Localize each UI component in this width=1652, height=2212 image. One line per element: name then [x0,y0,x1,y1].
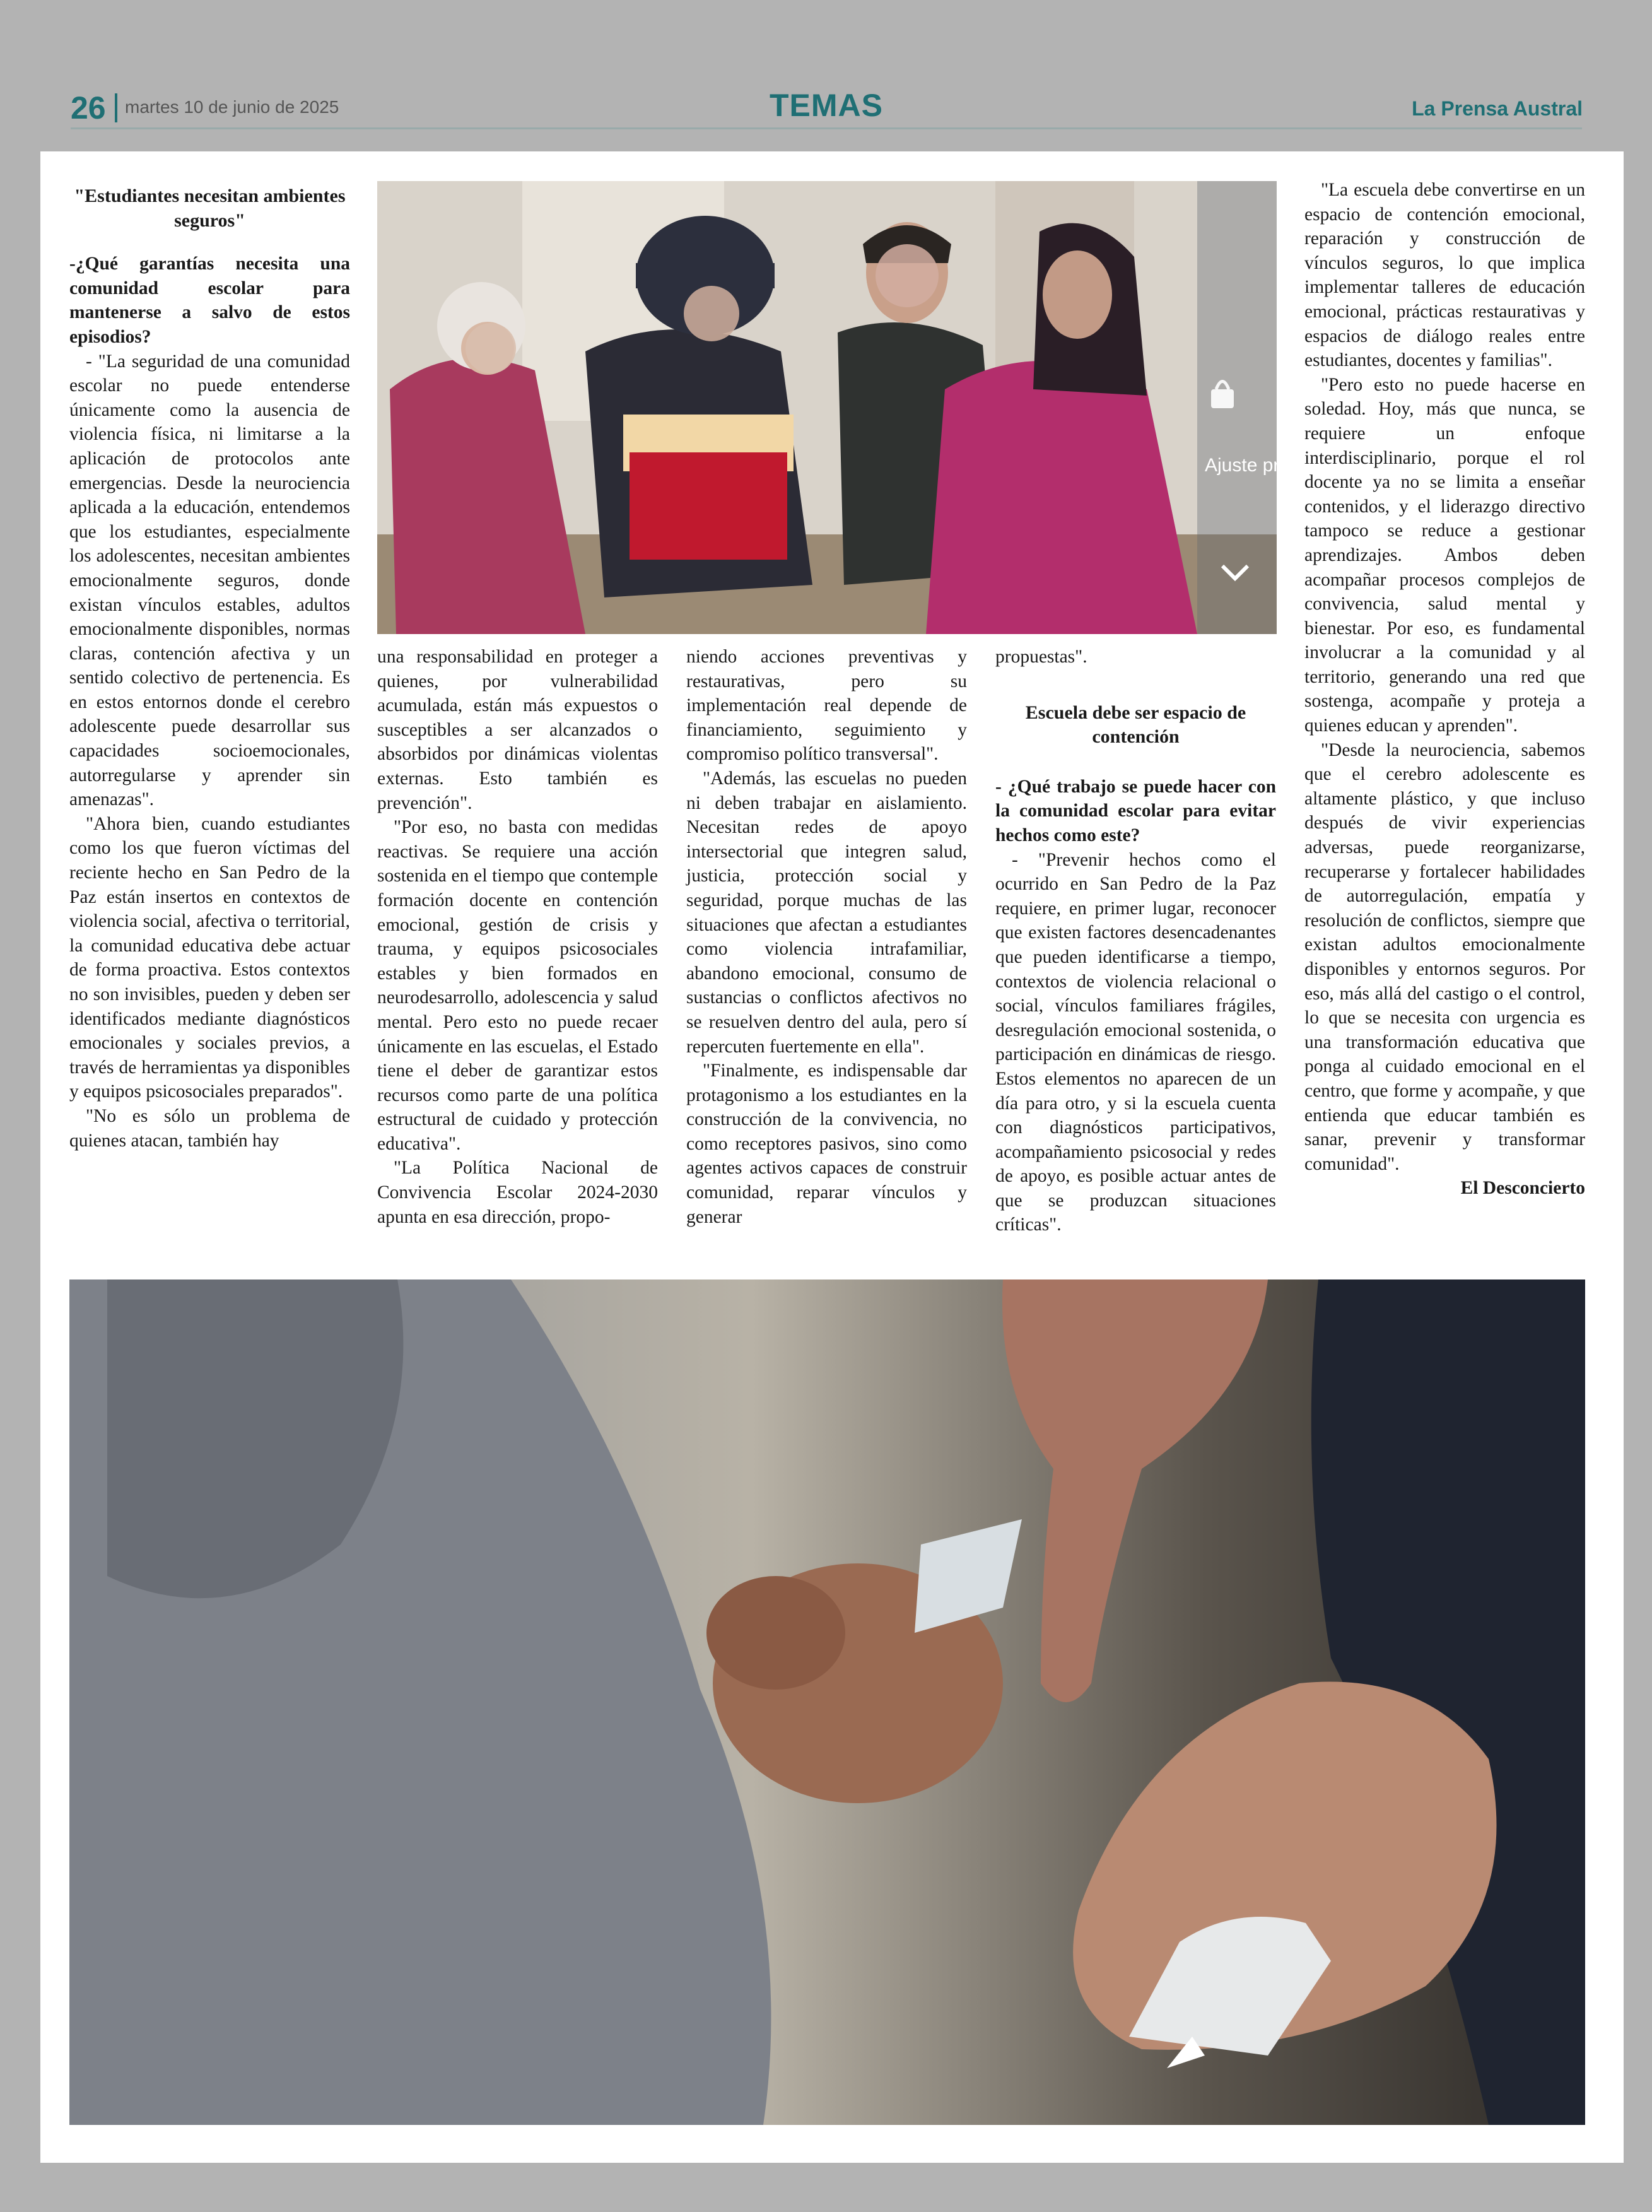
paragraph: "Por eso, no basta con medidas reactivas. Se requiere una acción sostenida en el tiempo que contemple formación docente en contención emocional, gestión de crisis y trauma, y equipos psicosociales estables y bien formados en neurodesarrollo, adolescencia y salud mental. Pero esto no puede recaer únicamente en las escuelas, el Estado tiene el deber de garantizar estos recursos como parte de una política estructural de cuidado y protección educativa". [377,817,658,1154]
interview-question-1: -¿Qué garantías necesita una comunidad escolar para mantenerse a salvo de estos episodios? [69,254,350,347]
column-1 [69,178,350,1263]
column-4 [995,645,1276,1263]
paragraph: "Ahora bien, cuando estudiantes como los que fueron víctimas del reciente hecho en San Pedro de la Paz están insertos en contextos de violencia social, afectiva o territorial, la comunidad educativa debe actuar de forma proactiva. Estos contextos no son invisibles, pueden y deben ser identificados mediante diagnósticos emocionales y sociales previos, a través de herramientas ya disponibles y equipos psicosociales preparados". [69,813,350,1102]
page-number: 26 [71,90,106,126]
subheading: Escuela debe ser espacio de contención [1025,702,1246,748]
paragraph: propuestas". [995,647,1087,667]
newspaper-name: La Prensa Austral [1412,97,1583,120]
column-2 [377,645,658,1263]
paragraph: - "La seguridad de una comunidad escolar no puede entenderse únicamente como la ausencia de violencia física, ni limitarse a la aplicación de protocolos ante emergencias. Desde la neurociencia aplicada a la educación, entendemos que los estudiantes, especialmente los adolescentes, necesitan ambientes emocionalmente seguros, donde existan vínculos estables, adultos emocionalmente disponibles, normas claras, contención afectiva y un sentido colectivo de pertenencia. Es en estos entornos donde el cerebro adolescente puede desarrollar sus capacidades socioemocionales, autorregularse y aprender sin amenazas". [69,351,350,810]
school-fight-illustration [377,181,1318,634]
paragraph: "No es sólo un problema de quienes atacan, también hay [69,1105,350,1151]
column-5 [1304,178,1585,1263]
paragraph: "Finalmente, es indispensable dar protagonismo a los estudiantes en la construcción de la convivencia, no como receptores pasivos, sino como agentes activos capaces de construir comunidad, reparar vínculos y generar [686,1061,967,1227]
header-divider [115,93,117,122]
paragraph: - "Prevenir hechos como el ocurrido en San Pedro de la Paz requiere, en primer lugar, reconocer que existen factores desencadenantes que pueden identificarse a tiempo, contextos de violencia relacional o social, vínculos familiares frágiles, desregulación emocional sostenida, o participación en dinámicas de riesgo. Estos elementos no aparecen de un día para otro, y si la escuela cuenta con diagnósticos participativos, acompañamiento psicosocial y redes de apoyo, es posible actuar antes de que se produzcan situaciones críticas". [995,849,1276,1235]
byline: El Desconcierto [1460,1178,1585,1199]
paragraph: una responsabilidad en proteger a quienes, por vulnerabilidad acumulada, están más expuestos o susceptibles a ser alcanzados o absorbidos por dinámicas violentas externas. Esto también es prevención". [377,647,658,813]
issue-date: martes 10 de junio de 2025 [125,97,339,117]
paragraph: "La Política Nacional de Convivencia Escolar 2024-2030 apunta en esa dirección, propo- [377,1158,658,1227]
interview-question-2: - ¿Qué trabajo se puede hacer con la comunidad escolar para evitar hechos como este? [995,776,1276,845]
paragraph: niendo acciones preventivas y restaurativas, pero su implementación real depende de financiamiento, seguimiento y compromiso político transversal". [686,647,967,765]
paragraph: "Además, las escuelas no pueden ni deben trabajar en aislamiento. Necesitan redes de apoyo intersectorial que integren salud, justicia, protección social y seguridad, porque muchas de las situaciones que afectan a estudiantes como violencia intrafamiliar, abandono emocional, consumo de sustancias o conflictos afectivos no se resuelven dentro del aula, pero sí repercuten fuertemente en ella". [686,768,967,1057]
paragraph: "Pero esto no puede hacerse en soledad. Hoy, más que nunca, se requiere un enfoque interdisciplinario, porque el rol docente ya no se limita a enseñar contenidos, y el liderazgo directivo tampoco se reduce a gestionar aprendizajes. Ambos deben acompañar procesos complejos de convivencia, salud mental y bienestar. Por eso, es fundamental involucrar a la comunidad y al territorio, generando una red que sostenga, acompañe y proteja a quienes educan y aprenden". [1304,374,1585,736]
interview-heading: "Estudiantes necesitan ambientes seguros" [74,185,346,231]
hands-drug-exchange-photo [69,1280,1585,2125]
section-title: TEMAS [770,88,883,123]
privacy-overlay-text: Ajuste privaci [1205,455,1318,476]
paragraph: "La escuela debe convertirse en un espacio de contención emocional, reparación y construcción de vínculos seguros, lo que implica implementar talleres de educación emocional, prácticas restaurativas y espacios de diálogo reales entre estudiantes, docentes y familias". [1304,180,1585,371]
hands-exchange-illustration [69,1280,1585,2125]
paragraph: "Desde la neurociencia, sabemos que el cerebro adolescente es altamente plástico, y que incluso después de vivir experiencias adversas, puede reorganizarse, recuperarse y fortalecer habilidades de autorregulación, empatía y resolución de conflictos, siempre que existan adultos emocionalmente disponibles y entornos seguros. Por eso, más allá del castigo o el control, lo que se necesita con urgencia es una transformación educativa que ponga al cuidado emocional en el centro, que forme y acompañe, y que entienda que educar también es sanar, prevenir y transformar comunidad". [1304,739,1585,1174]
header-rule [71,127,1582,129]
school-fight-photo [377,181,1318,634]
page-header [0,0,1652,151]
column-3 [686,645,967,1263]
